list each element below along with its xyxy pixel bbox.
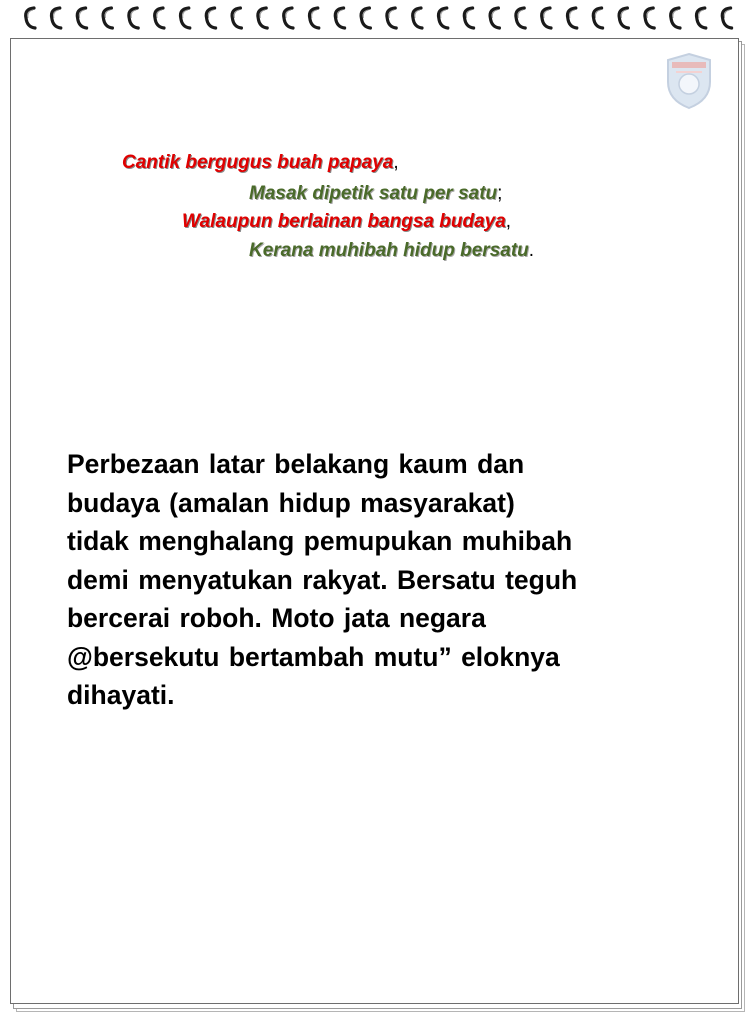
pantun-line-3: [182, 211, 511, 233]
pantun-text: Kerana muhibah hidup bersatu: [249, 240, 529, 261]
spiral-ring-icon: [180, 8, 189, 28]
spiral-ring-icon: [619, 8, 628, 28]
pantun-punctuation: ,: [505, 211, 512, 232]
spiral-ring-icon: [438, 8, 447, 28]
spiral-ring-icon: [284, 8, 293, 28]
spiral-ring-icon: [490, 8, 499, 28]
pantun-text: Cantik bergugus buah papaya: [122, 152, 394, 173]
spiral-ring-icon: [671, 8, 680, 28]
spiral-ring-icon: [155, 8, 164, 28]
pantun-punctuation: .: [528, 240, 535, 261]
spiral-ring-icon: [129, 8, 138, 28]
body-line: dihayati.: [67, 680, 175, 710]
body-paragraph: [67, 445, 697, 715]
spiral-ring-icon: [103, 8, 112, 28]
spiral-ring-icon: [335, 8, 344, 28]
spiral-ring-icon: [232, 8, 241, 28]
body-line: bercerai roboh. Moto jata negara: [67, 603, 486, 633]
spiral-ring-icon: [413, 8, 422, 28]
spiral-ring-icon: [387, 8, 396, 28]
body-line: demi menyatukan rakyat. Bersatu teguh: [67, 564, 578, 595]
pantun-line-1: [122, 152, 399, 174]
spiral-ring-icon: [516, 8, 525, 28]
pantun-line-2: [249, 183, 502, 205]
body-line: Perbezaan latar belakang kaum dan: [67, 449, 525, 479]
pantun-text: Masak dipetik satu per satu: [249, 183, 498, 204]
spiral-ring-icon: [542, 8, 551, 28]
spiral-ring-icon: [361, 8, 370, 28]
body-line: tidak menghalang pemupukan muhibah: [67, 526, 573, 556]
pantun-text: Walaupun berlainan bangsa budaya: [182, 211, 506, 232]
spiral-ring-icon: [51, 8, 60, 28]
spiral-ring-icon: [77, 8, 86, 28]
body-line: @bersekutu bertambah mutu” eloknya: [67, 641, 560, 672]
spiral-ring-icon: [258, 8, 267, 28]
spiral-binding-icon: [0, 0, 748, 36]
spiral-ring-icon: [26, 8, 35, 28]
pantun-line-4: [249, 240, 534, 262]
school-emblem-icon: [666, 52, 712, 110]
body-line: budaya (amalan hidup masyarakat): [67, 487, 515, 518]
spiral-ring-icon: [645, 8, 654, 28]
pantun-punctuation: ;: [497, 183, 503, 204]
spiral-ring-icon: [593, 8, 602, 28]
spiral-ring-icon: [206, 8, 215, 28]
spiral-ring-icon: [722, 8, 731, 28]
spiral-ring-icon: [567, 8, 576, 28]
spiral-ring-icon: [464, 8, 473, 28]
pantun-punctuation: ,: [393, 152, 399, 173]
spiral-ring-icon: [696, 8, 705, 28]
spiral-ring-icon: [309, 8, 318, 28]
